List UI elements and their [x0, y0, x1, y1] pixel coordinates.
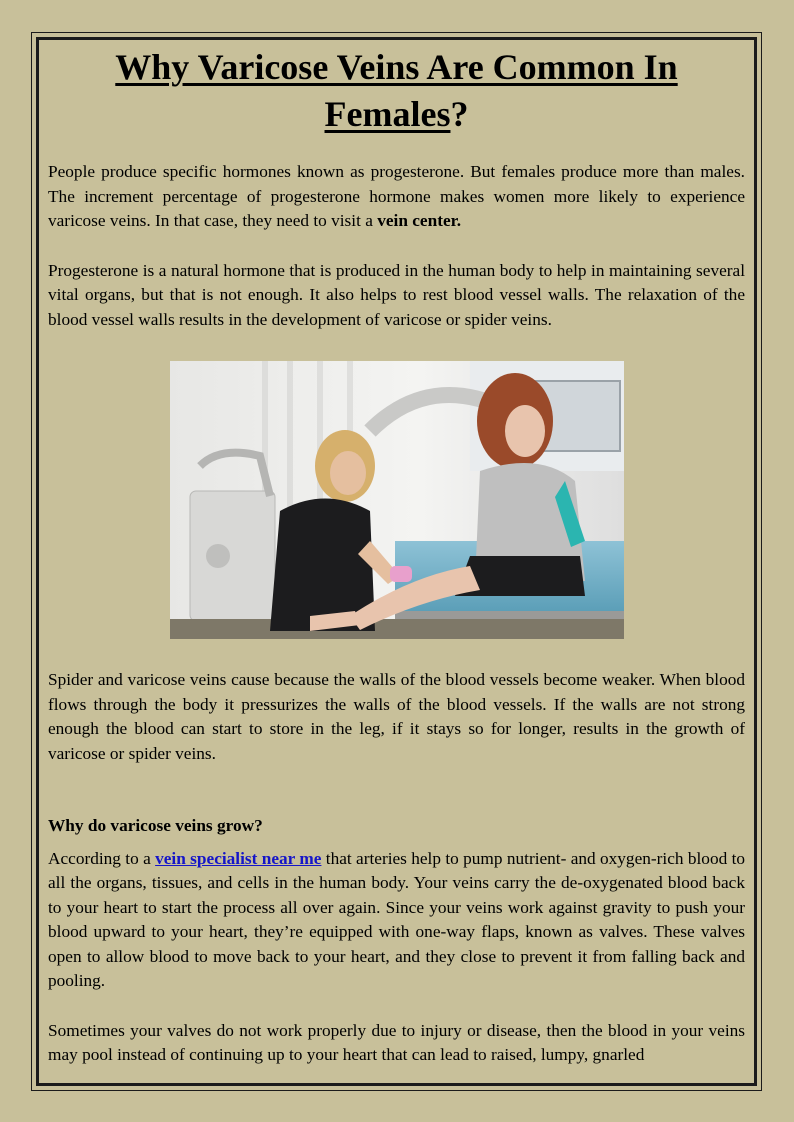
vein-center-bold: vein center. [377, 211, 462, 230]
section-heading: Why do varicose veins grow? [48, 816, 263, 835]
paragraph-progesterone-intro [48, 160, 745, 234]
paragraph-specialist [48, 847, 745, 994]
paragraph-vessel-walls: Spider and varicose veins cause because the walls of the blood vessels become weaker. When blood flows through the body it pressurizes the walls of the blood vessels. If the walls are not strong enough the blood can start to store in the leg, if it stays so for longer, results in the growth of varicose or spider veins. [48, 670, 745, 763]
document-body [48, 44, 745, 1068]
title-line-2: Females [324, 94, 451, 134]
paragraph-progesterone-role: Progesterone is a natural hormone that is produced in the human body to help in maintaining several vital organs, but that is not enough. It also helps to rest blood vessel walls. The relaxation of the blood vessel walls results in the development of varicose or spider veins. [48, 260, 745, 329]
title-question-mark: ? [450, 94, 469, 134]
page-title [48, 44, 745, 138]
clinic-photo [170, 361, 624, 639]
paragraph-text: that arteries help to pump nutrient- and oxygen-rich blood to all the organs, tissues, and cells in the human body. Your veins carry the de-oxygenated blood back to your heart to start the process all over again. Since your veins work against gravity to push your blood upward to your heart, they’re equipped with one-way flaps, known as valves. These valves open to allow blood to move back to your heart, and they close to prevent it from falling back and pooling. [48, 848, 746, 990]
paragraph-text: According to a [48, 848, 156, 868]
paragraph-valves: Sometimes your valves do not work properly due to injury or disease, then the blood in your veins may pool instead of continuing up to your heart that can lead to raised, lumpy, gnarled [48, 1020, 745, 1064]
title-line-1: Why Varicose Veins Are Common In [115, 47, 678, 87]
clinic-photo-illustration [170, 361, 624, 639]
paragraph-text: People produce specific hormones known as progesterone. But females produce more than males. The increment percentage of progesterone hormone makes women more likely to experience varicose veins. In that case, they need to visit a [48, 162, 745, 230]
vein-specialist-link[interactable]: vein specialist near me [155, 848, 322, 868]
